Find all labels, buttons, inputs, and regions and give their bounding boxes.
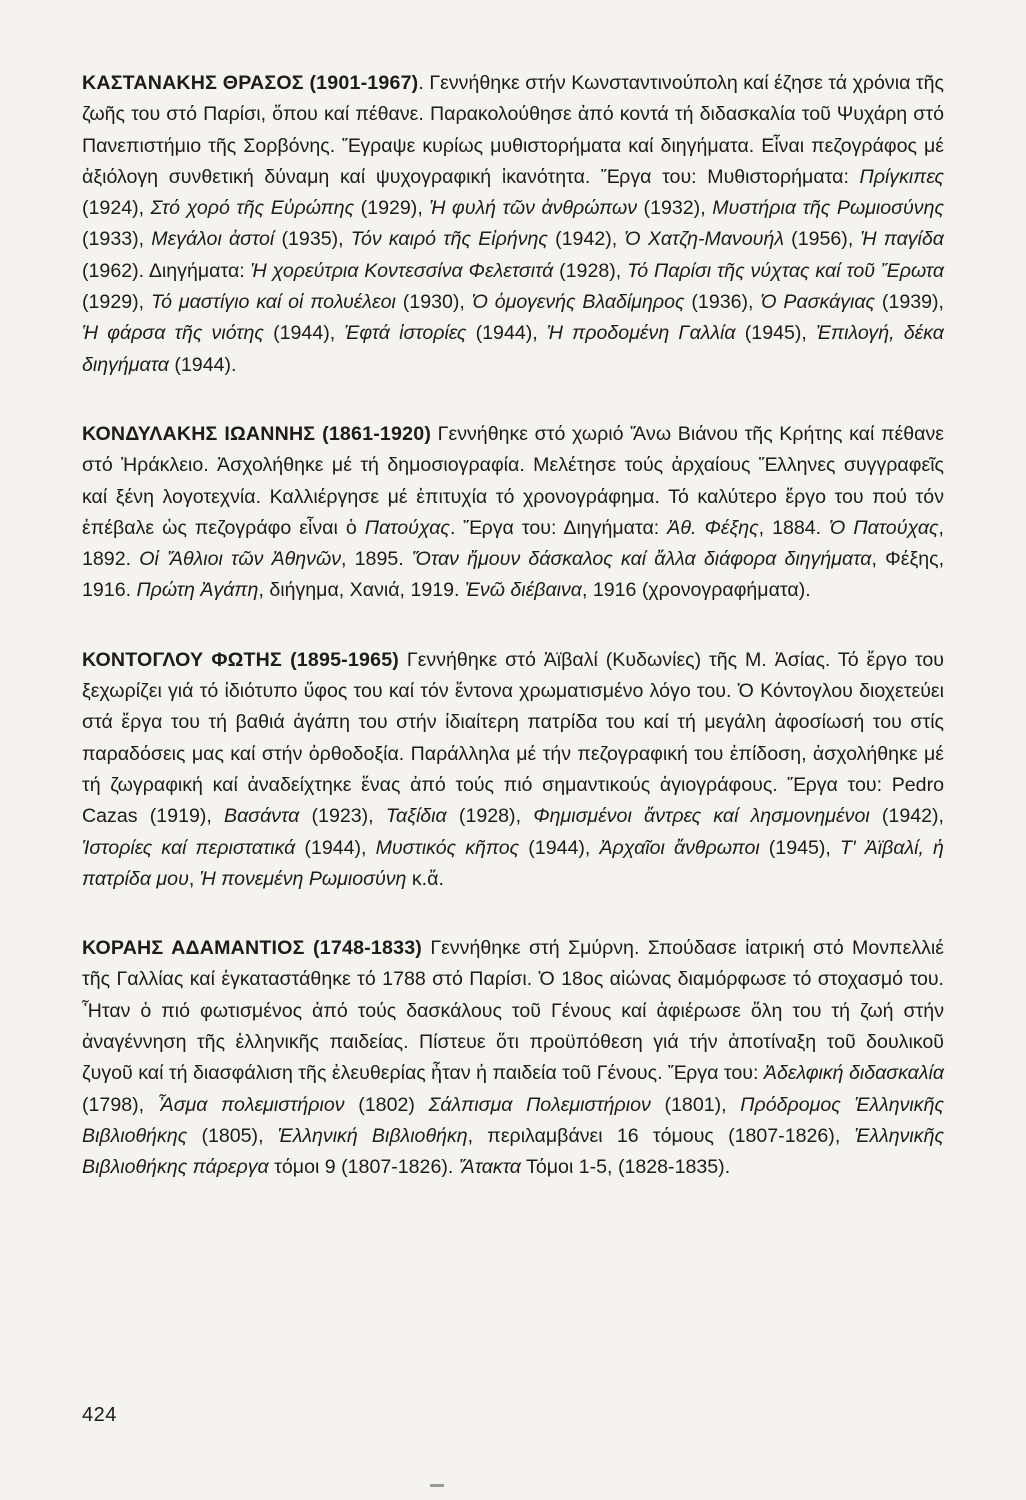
work-title: Ἑλληνική Βιβλιοθήκη [277,1124,468,1147]
body-text: (1942), [869,805,944,828]
work-title: Πρόδρομος Ἑλληνικῆς Βιβλιοθήκης [82,1093,944,1147]
body-text: , 1892. [82,516,944,571]
entry-heading: ΚΟΝΤΟΓΛΟΥ ΦΩΤΗΣ (1895-1965) [82,648,400,671]
work-title: Τό Παρίσι τῆς νύχτας καί τοῦ Ἔρωτα [627,259,944,282]
body-text: (1923), [299,805,386,828]
entry-kontoglou [82,645,944,895]
body-text: (1798), [82,1093,158,1116]
body-text: (1928), [553,259,628,282]
book-page [82,68,944,1184]
body-text: Γεννήθηκε στή Σμύρνη. Σπούδασε ἰατρική στό Μονπελλιέ τῆς Γαλλίας καί ἐγκαταστάθηκε τό 1788 στό Παρίσι. Ὁ 18ος αἰώνας διαμόρφωσε τό στοχασμό του. Ἦταν ὁ πιό φωτισμένος ἀπό τούς δασκάλους τοῦ Γένους καί ἀφιέρωσε ὅλη του τή ζωή στήν ἀναγέννηση τῆς ἑλληνικῆς παιδείας. Πίστευε ὅτι προϋπόθεση γιά τήν ἀποτίναξη τοῦ δουλικοῦ ζυγοῦ καί τή διασφάλιση τῆς ἐλευθερίας ἦταν ἡ παιδεία τοῦ Γένους. Ἔργα του: [82,937,944,1085]
work-title: Μυστήρια τῆς Ρωμιοσύνης [712,197,944,220]
body-text: (1933), [82,228,152,251]
body-text: (1945), [759,836,840,859]
body-text: (1944), [295,836,376,859]
work-title: Ἡ προδομένη Γαλλία [546,322,736,345]
body-text: (1944). [168,353,237,376]
body-text: (1930), [395,291,472,314]
body-text: τόμοι 9 (1807-1826). [268,1156,459,1179]
work-title: Ἡ παγίδα [860,228,944,251]
work-title: Βασάντα [224,805,300,828]
work-title: Σάλπισμα Πολεμιστήριον [428,1093,651,1116]
body-text: , 1916 (χρονογραφήματα). [581,579,811,602]
work-title: Ὁ Ρασκάγιας [760,291,876,314]
body-text: (1924), [82,197,151,220]
work-title: Ὅταν ἤμουν δάσκαλος καί ἄλλα διάφορα διηγήματα [411,548,872,571]
work-title: Ἆσμα πολεμιστήριον [157,1093,345,1116]
body-text: (1802) [344,1093,429,1116]
work-title: Ἑφτά ἱστορίες [344,322,467,345]
work-title: Πρίγκιπες [859,165,944,188]
entry-body [82,649,944,890]
work-title: Ταξίδια [385,805,447,828]
entry-heading: ΚΑΣΤΑΝΑΚΗΣ ΘΡΑΣΟΣ (1901-1967) [82,72,419,94]
work-title: Τόν καιρό τῆς Εἰρήνης [350,228,548,251]
body-text: (1939), [875,291,945,314]
body-text: (1801), [650,1093,741,1116]
body-text: (1962). Διηγήματα: [82,259,251,282]
work-title: Ὁ Πατούχας [829,516,939,539]
body-text: (1929), [82,291,151,314]
body-text: (1928), [446,805,534,828]
scan-mark [430,1484,444,1487]
body-text: . Ἔργα του: Διηγήματα: [449,516,668,539]
entry-body [82,72,944,376]
work-title: Τ' Ἀϊβαλί, ἡ πατρίδα μου [82,836,944,890]
body-text: (1935), [274,228,351,251]
body-text: (1942), [547,228,625,251]
work-title: Μυστικός κῆπος [375,836,520,859]
work-title: Ἡ πονεμένη Ρωμιοσύνη [199,867,407,890]
body-text: , 1895. [341,548,412,571]
work-title: Ἀδελφική διδασκαλία [763,1062,944,1085]
entry-kondylakis [82,419,944,607]
entry-korais [82,933,944,1183]
body-text: (1956), [783,228,861,251]
work-title: Ἡ χορεύτρια Κοντεσσίνα Φελετσιτά [250,259,554,282]
body-text: (1945), [735,322,817,345]
work-title: Ἱστορίες καί περιστατικά [82,836,296,859]
work-title: Ἑλληνικῆς Βιβλιοθήκης πάρεργα [82,1124,944,1179]
body-text: (1929), [354,197,430,220]
work-title: Πρώτη Ἀγάπη [136,579,259,602]
body-text: Γεννήθηκε στό Ἀϊβαλί (Κυδωνίες) τῆς Μ. Ἀσίας. Τό ἔργο του ξεχωρίζει γιά τό ἰδιότυπο ὕφος του καί τόν ἔντονα χρωματισμένο λόγο του. Ὁ Κόντογλου διοχετεύει στά ἔργα του τή βαθιά ἀγάπη του στήν ἰδιαίτερη πατρίδα του καί τή μεγάλη ἀφοσίωσή του στίς παραδόσεις μας καί στήν ὀρθοδοξία. Παράλληλα μέ τήν πεζογραφική του ἐπίδοση, ἀσχολήθηκε μέ τή ζωγραφική καί ἀναδείχτηκε ἕνας ἀπό τούς πιό σημαντικούς ἁγιογράφους. Ἔργα του: Pedro Cazas (1919), [82,648,944,828]
body-text: (1944), [519,836,600,859]
body-text: (1936), [684,291,761,314]
body-text: , Φέξης, 1916. [82,548,945,602]
entry-body [82,937,944,1178]
body-text: (1805), [187,1124,278,1147]
entry-kastanakis [82,68,944,381]
work-title: Μεγάλοι ἀστοί [151,228,275,251]
body-text: , διήγημα, Χανιά, 1919. [258,579,465,602]
work-title: Ἄτακτα [458,1156,521,1179]
page-number: 424 [82,1404,117,1426]
body-text: , περιλαμβάνει 16 τόμους (1807-1826), [467,1124,855,1147]
body-text: (1932), [637,197,713,220]
entry-heading: ΚΟΝΔΥΛΑΚΗΣ ΙΩΑΝΝΗΣ (1861-1920) [82,422,432,445]
work-title: Ἡ φάρσα τῆς νιότης [82,322,264,345]
work-title: Ἐπιλογή, δέκα διηγήματα [82,322,944,376]
work-title: Ἡ φυλή τῶν ἀνθρώπων [429,197,638,220]
body-text: , [188,867,200,890]
work-title: Πατούχας [364,516,450,539]
body-text: , 1884. [758,516,830,539]
body-text: Τόμοι 1-5, (1828-1835). [520,1156,731,1179]
body-text: κ.ἄ. [406,867,444,890]
work-title: Ὁ ὁμογενής Βλαδίμηρος [471,291,685,314]
body-text: (1944), [263,322,345,345]
work-title: Ὁ Χατζη-Μανουήλ [624,228,784,251]
work-title: Οἱ Ἄθλιοι τῶν Ἀθηνῶν [139,548,342,571]
body-text: Γεννήθηκε στό χωριό Ἄνω Βιάνου τῆς Κρήτης καί πέθανε στό Ἡράκλειο. Ἀσχολήθηκε μέ τή δημοσιογραφία. Μελέτησε τούς ἀρχαίους Ἕλληνες συγγραφεῖς καί ξένη λογοτεχνία. Καλλιέργησε μέ ἐπιτυχία τό χρονογράφημα. Τό καλύτερο ἔργο του πού τόν ἐπέβαλε ὡς πεζογράφο εἶναι ὁ [82,422,944,539]
work-title: Ἀθ. Φέξης [667,516,759,539]
work-title: Τό μαστίγιο καί οἱ πολυέλεοι [150,291,396,314]
body-text: . Γεννήθηκε στήν Κωνσταντινούπολη καί έζησε τά χρόνια τῆς ζωῆς του στό Παρίσι, ὅπου καί πέθανε. Παρακολούθησε ἀπό κοντά τή διδασκαλία τοῦ Ψυχάρη στό Πανεπιστήμιο τῆς Σορβόνης. Ἔγραψε κυρίως μυθιστορήματα καί διηγήματα. Εἶναι πεζογράφος μέ ἀξιόλογη συνθετική δύναμη καί ψυχογραφική ἱκανότητα. Ἔργα του: Μυθιστορήματα: [82,72,944,188]
work-title: Ἐνῶ διέβαινα [464,579,582,602]
entry-body [82,423,944,601]
body-text: (1944), [466,322,547,345]
work-title: Φημισμένοι ἄντρες καί λησμονημένοι [533,805,870,828]
work-title: Στό χορό τῆς Εὐρώπης [150,197,355,220]
work-title: Ἀρχαῖοι ἄνθρωποι [599,836,760,859]
entry-heading: ΚΟΡΑΗΣ ΑΔΑΜΑΝΤΙΟΣ (1748-1833) [82,937,423,960]
